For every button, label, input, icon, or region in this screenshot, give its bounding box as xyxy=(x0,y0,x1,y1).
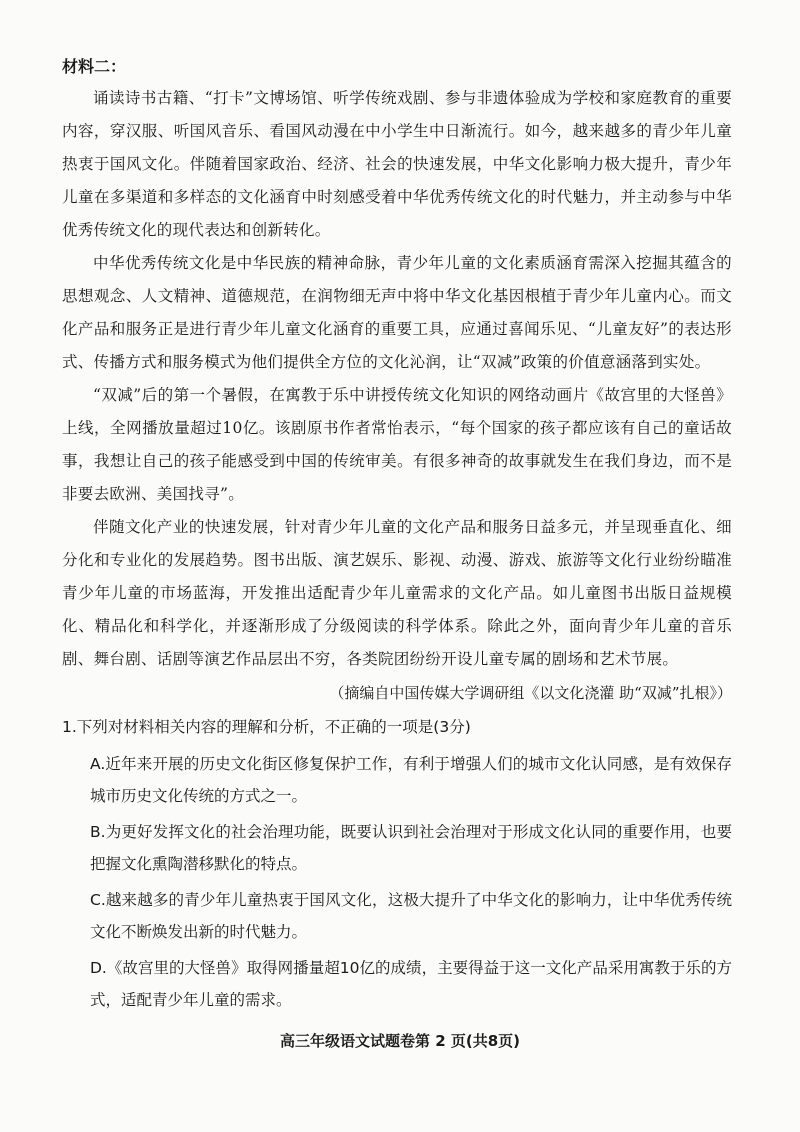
option-c xyxy=(90,884,732,948)
page-footer: 高三年级语文试题卷第 2 页(共8页) xyxy=(279,1032,521,1050)
option-a-letter: A. xyxy=(90,755,106,773)
option-c-letter: C. xyxy=(90,891,106,909)
option-b xyxy=(90,816,732,880)
material-paragraph-3: “双减”后的第一个暑假，在寓教于乐中讲授传统文化知识的网络动画片《故宫里的大怪兽》上线，全网播放量超过10亿。该剧原书作者常怡表示，“每个国家的孩子都应该有自己的童话故事，我想让自己的孩子能感受到中国的传统审美。有很多神奇的故事就发生在我们身边，而不是非要去欧洲、美国找寻”。 xyxy=(62,386,732,503)
material-paragraph-1: 诵读诗书古籍、“打卡”文博场馆、听学传统戏剧、参与非遗体验成为学校和家庭教育的重要内容，穿汉服、听国风音乐、看国风动漫在中小学生中日渐流行。如今，越来越多的青少年儿童热衷于国风文化。伴随着国家政治、经济、社会的快速发展，中华文化影响力极大提升，青少年儿童在多渠道和多样态的文化涵育中时刻感受着中华优秀传统文化的时代魅力，并主动参与中华优秀传统文化的现代表达和创新转化。 xyxy=(62,89,732,239)
option-c-text: 越来越多的青少年儿童热衷于国风文化，这极大提升了中华文化的影响力，让中华优秀传统文化不断焕发出新的时代魅力。 xyxy=(90,891,732,941)
material-title: 材料二： xyxy=(62,57,127,76)
option-b-letter: B. xyxy=(90,823,106,841)
option-d-text: 《故宫里的大怪兽》取得网播量超10亿的成绩，主要得益于这一文化产品采用寓教于乐的方式，适配青少年儿童的需求。 xyxy=(90,959,732,1009)
material-source: （摘编自中国传媒大学调研组《以文化浇灌 助“双减”扎根》） xyxy=(329,684,732,702)
question-options xyxy=(90,748,732,1016)
page-content xyxy=(62,56,732,1020)
option-d-letter: D. xyxy=(90,959,107,977)
option-d xyxy=(90,952,732,1016)
question-stem: 1.下列对材料相关内容的理解和分析，不正确的一项是(3分) xyxy=(62,718,471,736)
option-a-text: 近年来开展的历史文化街区修复保护工作，有利于增强人们的城市文化认同感，是有效保存城市历史文化传统的方式之一。 xyxy=(90,755,732,805)
option-a xyxy=(90,748,732,812)
material-paragraph-2: 中华优秀传统文化是中华民族的精神命脉，青少年儿童的文化素质涵育需深入挖掘其蕴含的思想观念、人文精神、道德规范，在润物细无声中将中华文化基因根植于青少年儿童内心。而文化产品和服务正是进行青少年儿童文化涵育的重要工具，应通过喜闻乐见、“儿童友好”的表达形式、传播方式和服务模式为他们提供全方位的文化沁润，让“双减”政策的价值意涵落到实处。 xyxy=(62,254,732,371)
material-paragraph-4: 伴随文化产业的快速发展，针对青少年儿童的文化产品和服务日益多元，并呈现垂直化、细分化和专业化的发展趋势。图书出版、演艺娱乐、影视、动漫、游戏、旅游等文化行业纷纷瞄准青少年儿童的市场蓝海，开发推出适配青少年儿童需求的文化产品。如儿童图书出版日益规模化、精品化和科学化，并逐渐形成了分级阅读的科学体系。除此之外，面向青少年儿童的音乐剧、舞台剧、话剧等演艺作品层出不穷，各类院团纷纷开设儿童专属的剧场和艺术节展。 xyxy=(62,518,732,668)
option-b-text: 为更好发挥文化的社会治理功能，既要认识到社会治理对于形成文化认同的重要作用，也要把握文化熏陶潜移默化的特点。 xyxy=(90,823,732,873)
